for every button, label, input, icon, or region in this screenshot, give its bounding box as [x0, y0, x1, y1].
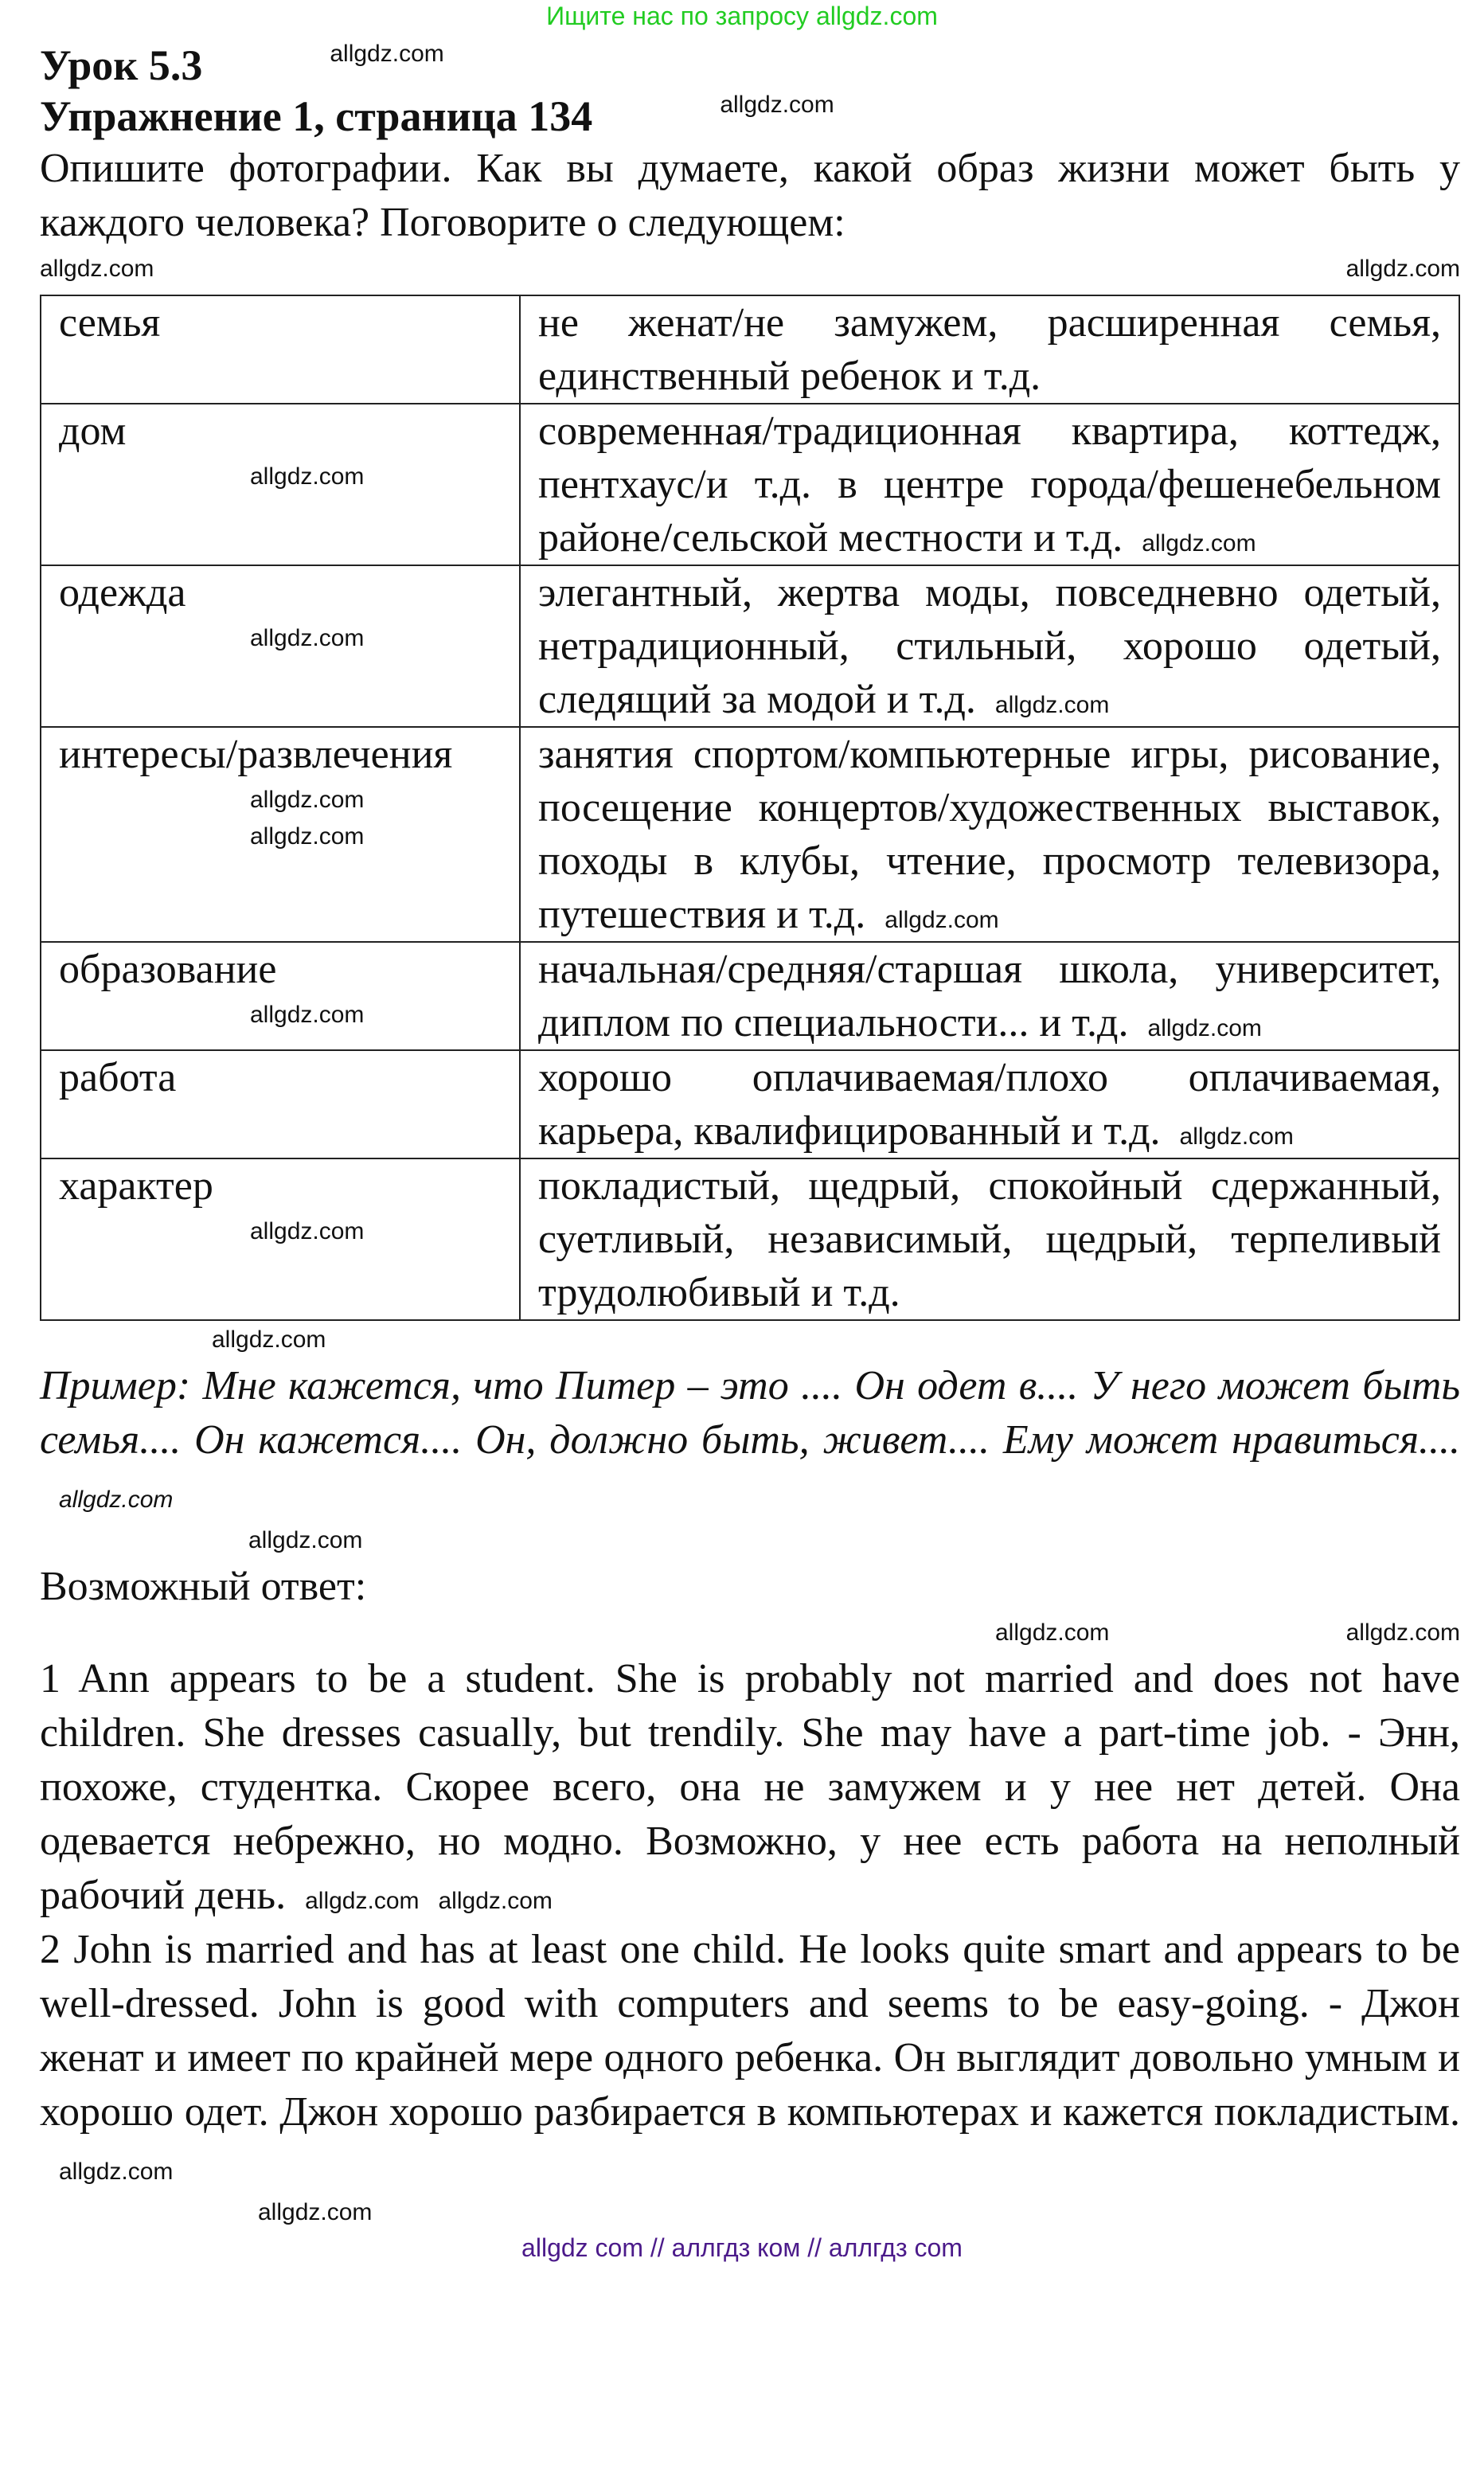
watermark: allgdz.com	[1142, 530, 1256, 557]
watermark: allgdz.com	[1179, 1123, 1294, 1150]
watermark: allgdz.com	[250, 1218, 365, 1244]
watermark: allgdz.com	[1345, 256, 1460, 282]
topic-cell: дом	[59, 408, 127, 454]
watermark: allgdz.com	[248, 1527, 363, 1553]
search-banner[interactable]: Ищите нас по запросу allgdz.com	[546, 2, 938, 30]
topic-cell: интересы/развлечения	[59, 732, 453, 777]
table-row	[41, 1158, 1459, 1320]
watermark-row	[40, 255, 1460, 283]
instruction-text: Опишите фотографии. Как вы думаете, какой образ жизни может быть у каждого человека? Поговорите о следующем:	[40, 146, 1460, 245]
watermark: allgdz.com	[250, 787, 365, 813]
lesson-title-row	[40, 40, 1460, 91]
table-row	[41, 942, 1459, 1050]
lesson-title: Урок 5.3	[40, 41, 203, 89]
watermark-row	[40, 1326, 1460, 1354]
watermark-row	[40, 2198, 1460, 2227]
options-cell: занятия спортом/компьютерные игры, рисование, посещение концертов/художественных выставок, походы в клубы, чтение, просмотр телевизора, путешествия и т.д.	[538, 732, 1441, 937]
watermark: allgdz.com	[250, 625, 365, 651]
watermark: allgdz.com	[305, 1888, 420, 1914]
answer-2: 2 John is married and has at least one child. He looks quite smart and appears to be well-dressed. John is good with computers and seems to be easy-going. - Джон женат и имеет по крайней мере одного ребенка. Он выглядит довольно умным и хорошо одет. Джон хорошо разбирается в компьютерах и кажется покладистым.	[40, 1927, 1460, 2135]
options-cell: современная/традиционная квартира, коттедж, пентхаус/и т.д. в центре города/фешенебельном районе/сельской местности и т.д.	[538, 408, 1441, 561]
answer-1: 1 Ann appears to be a student. She is probably not married and does not have children. She dresses casually, but trendily. She may have a part-time job. - Энн, похоже, студентка. Скорее всего, она не замужем и у нее нет детей. Она одевается небрежно, но модно. Возможно, у нее есть работа на неполный рабочий день.	[40, 1656, 1460, 1918]
topic-cell: одежда	[59, 570, 186, 615]
options-cell: начальная/средняя/старшая школа, университет, диплом по специальности... и т.д.	[538, 947, 1441, 1045]
watermark: allgdz.com	[330, 41, 444, 67]
watermark: allgdz.com	[250, 823, 365, 850]
watermark: allgdz.com	[212, 1326, 326, 1353]
footer-links[interactable]: allgdz com // аллгдз ком // аллгдз com	[521, 2233, 963, 2262]
options-cell: не женат/не замужем, расширенная семья, единственный ребенок и т.д.	[538, 300, 1441, 399]
document-body	[40, 40, 1460, 2227]
options-cell: хорошо оплачиваемая/плохо оплачиваемая, карьера, квалифицированный и т.д.	[538, 1055, 1441, 1154]
exercise-title-row	[40, 91, 1460, 142]
table-row	[41, 1050, 1459, 1158]
exercise-title: Упражнение 1, страница 134	[40, 92, 593, 140]
watermark: allgdz.com	[59, 2159, 174, 2185]
watermark: allgdz.com	[250, 463, 365, 490]
topic-cell: семья	[59, 300, 161, 346]
watermark: allgdz.com	[1345, 1619, 1460, 1646]
answer-label: Возможный ответ:	[40, 1564, 367, 1609]
watermark: allgdz.com	[994, 692, 1110, 718]
options-cell: покладистый, щедрый, спокойный сдержанный, суетливый, независимый, щедрый, терпеливый трудолюбивый и т.д.	[538, 1163, 1441, 1315]
table-row	[41, 565, 1459, 727]
watermark: allgdz.com	[438, 1888, 553, 1914]
watermark: allgdz.com	[885, 907, 999, 933]
watermark: allgdz.com	[40, 256, 154, 282]
table-row	[41, 404, 1459, 565]
watermark: allgdz.com	[59, 1487, 174, 1513]
watermark: allgdz.com	[995, 1619, 1110, 1646]
lifestyle-table	[40, 295, 1460, 1321]
watermark: allgdz.com	[250, 1002, 365, 1028]
topic-cell: характер	[59, 1163, 213, 1209]
watermark-row	[40, 1526, 1460, 1555]
options-cell: элегантный, жертва моды, повседневно одетый, нетрадиционный, стильный, хорошо одетый, следящий за модой и т.д.	[538, 570, 1441, 722]
topic-cell: работа	[59, 1055, 177, 1100]
watermark: allgdz.com	[720, 92, 834, 118]
table-row	[41, 727, 1459, 942]
watermark: allgdz.com	[258, 2199, 373, 2225]
topic-cell: образование	[59, 947, 277, 992]
example-text: Пример: Мне кажется, что Питер – это .... Он одет в.... У него может быть семья.... Он кажется.... Он, должно быть, живет.... Ему может нравиться....	[40, 1363, 1460, 1463]
table-row	[41, 295, 1459, 404]
watermark: allgdz.com	[1147, 1015, 1262, 1041]
watermark-row	[40, 1619, 1460, 1647]
